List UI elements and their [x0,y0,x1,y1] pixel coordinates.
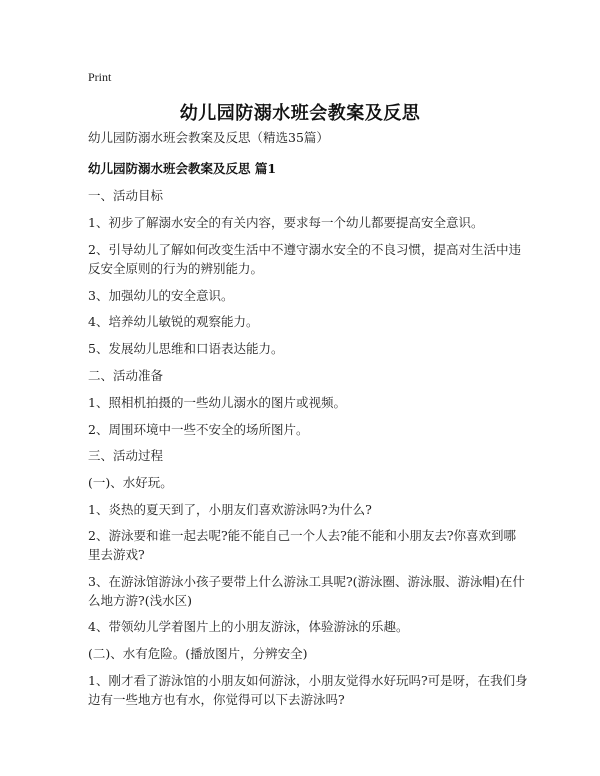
paragraph: 2、周围环境中一些不安全的场所图片。 [88,422,309,437]
paragraph: 1、照相机拍摄的一些幼儿溺水的图片或视频。 [88,395,346,410]
paragraph: 4、带领幼儿学着图片上的小朋友游泳，体验游泳的乐趣。 [88,619,409,634]
paragraph: 2、游泳要和谁一起去呢?能不能自己一个人去?能不能和小朋友去?你喜欢到哪里去游戏? [88,528,517,562]
paragraph: 一、活动目标 [88,188,164,203]
subtitle: 幼儿园防溺水班会教案及反思（精选35篇） [88,130,329,145]
paragraph: 1、初步了解溺水安全的有关内容，要求每一个幼儿都要提高安全意识。 [88,215,484,230]
print-link[interactable]: Print [88,70,112,84]
paragraph: 二、活动准备 [88,368,164,383]
paragraph: 4、培养幼儿敏锐的观察能力。 [88,314,259,329]
paragraph: 1、刚才看了游泳馆的小朋友如何游泳，小朋友觉得水好玩吗?可是呀，在我们身边有一些地方也有水，你觉得可以下去游泳吗? [88,673,528,707]
section-heading: 幼儿园防溺水班会教案及反思 篇1 [88,161,277,176]
paragraph: (一)、水好玩。 [88,475,173,490]
paragraph: 3、在游泳馆游泳小孩子要带上什么游泳工具呢?(游泳圈、游泳服、游泳帽)在什么地方游?(浅水区) [88,574,525,608]
paragraph: 5、发展幼儿思维和口语表达能力。 [88,341,284,356]
paragraph: 2、引导幼儿了解如何改变生活中不遵守溺水安全的不良习惯，提高对生活中违反安全原则的行为的辨别能力。 [88,242,521,276]
paragraph: 3、加强幼儿的安全意识。 [88,288,234,303]
paragraph: (二)、水有危险。(播放图片，分辨安全) [88,646,308,661]
document-title: 幼儿园防溺水班会教案及反思 [179,103,421,124]
paragraph: 1、炎热的夏天到了，小朋友们喜欢游泳吗?为什么? [88,502,372,517]
paragraph: 三、活动过程 [88,448,164,463]
